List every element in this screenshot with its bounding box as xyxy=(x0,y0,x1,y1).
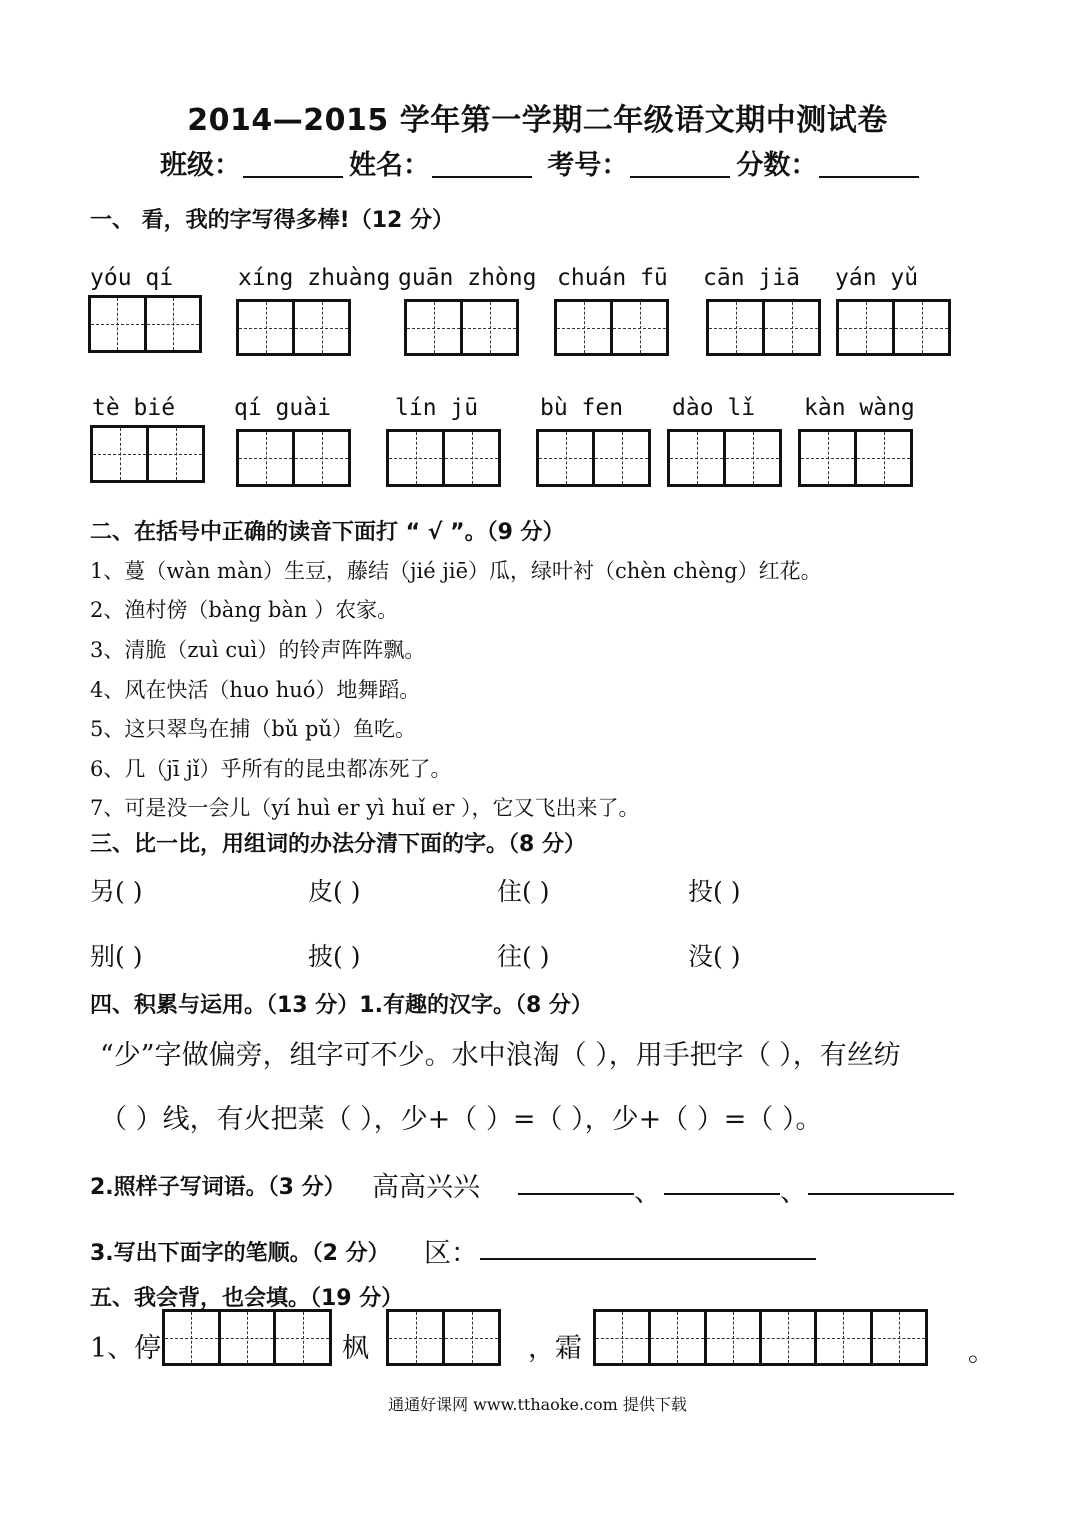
tianzige-r2-5[interactable] xyxy=(667,429,782,487)
s2-item-1: 1、蔓（wàn màn）生豆，藤结（jié jiē）瓜，绿叶衬（chèn chèng）红花。 xyxy=(90,559,822,583)
tianzige-r1-4[interactable] xyxy=(554,299,669,356)
q2-sep-2: 、 xyxy=(780,1177,807,1208)
fun-chars-line-2: （ ）线，有火把菜（ ），少+（ ）=（ ），少+（ ）=（ ）。 xyxy=(100,1104,823,1135)
pinyin-r1-2: xíng zhuàng xyxy=(238,265,391,291)
class-label: 班级： xyxy=(160,150,241,181)
name-blank[interactable] xyxy=(432,150,532,178)
s5-q1-mid: 枫 xyxy=(342,1333,369,1364)
s2-item-2: 2、渔村傍（bàng bàn ）农家。 xyxy=(90,598,399,622)
tianzige-r1-5[interactable] xyxy=(706,299,821,356)
page-title: 2014—2015 学年第一学期二年级语文期中测试卷 xyxy=(187,103,888,138)
tianzige-r1-3[interactable] xyxy=(404,299,519,356)
score-label: 分数： xyxy=(736,150,818,181)
student-info-row xyxy=(160,143,925,182)
compare-r1-3[interactable]: 住( ) xyxy=(497,877,550,906)
compare-r2-3[interactable]: 往( ) xyxy=(497,942,550,971)
section-1-heading: 一、 看，我的字写得多棒!（12 分） xyxy=(90,208,454,233)
section-3-heading: 三、比一比，用组词的办法分清下面的字。（8 分） xyxy=(90,832,586,857)
s5-q1-start: 1、停 xyxy=(90,1333,162,1364)
pinyin-r1-5: cān jiā xyxy=(703,265,800,291)
tianzige-r2-1[interactable] xyxy=(90,425,205,483)
exam-no-blank[interactable] xyxy=(630,150,730,178)
s2-item-5: 5、这只翠鸟在捕（bǔ pǔ）鱼吃。 xyxy=(90,717,416,741)
name-label: 姓名： xyxy=(349,150,430,181)
tianzige-r1-2[interactable] xyxy=(236,299,351,356)
recite-grid-2[interactable] xyxy=(386,1309,501,1366)
exam-no-label: 考号： xyxy=(547,150,629,181)
tianzige-r2-2[interactable] xyxy=(236,429,351,487)
compare-r2-1[interactable]: 别( ) xyxy=(90,942,143,971)
q3-blank[interactable] xyxy=(480,1258,816,1260)
pinyin-r1-1: yóu qí xyxy=(90,265,174,291)
class-blank[interactable] xyxy=(243,150,343,178)
s2-item-7: 7、可是没一会儿（yí huì er yì huǐ er ），它又飞出来了。 xyxy=(90,796,640,820)
section-4-heading: 四、积累与运用。（13 分）1.有趣的汉字。（8 分） xyxy=(90,993,593,1018)
pinyin-r2-4: bù fen xyxy=(540,395,624,421)
q2-blank-1[interactable] xyxy=(518,1193,634,1195)
footer: 通通好课网 www.tthaoke.com 提供下载 xyxy=(388,1395,687,1414)
pinyin-r1-4: chuán fū xyxy=(557,265,668,291)
section-2-heading: 二、在括号中正确的读音下面打 “ √ ”。（9 分） xyxy=(90,520,565,545)
compare-r1-1[interactable]: 另( ) xyxy=(90,877,143,906)
q2-blank-2[interactable] xyxy=(664,1193,780,1195)
s2-item-3: 3、清脆（zuì cuì）的铃声阵阵飘。 xyxy=(90,638,426,662)
q2-label: 2.照样子写词语。（3 分） xyxy=(90,1175,346,1200)
tianzige-r2-3[interactable] xyxy=(386,429,501,487)
pinyin-r2-1: tè bié xyxy=(92,395,176,421)
score-blank[interactable] xyxy=(819,150,919,178)
tianzige-r1-1[interactable] xyxy=(88,295,202,353)
tianzige-r1-6[interactable] xyxy=(836,299,951,356)
pinyin-r1-3: guān zhòng xyxy=(398,265,537,291)
pinyin-r1-6: yán yǔ xyxy=(835,265,919,291)
compare-r1-2[interactable]: 皮( ) xyxy=(308,877,361,906)
q2-example: 高高兴兴 xyxy=(372,1172,480,1203)
recite-grid-3[interactable] xyxy=(593,1309,928,1366)
pinyin-r2-5: dào lǐ xyxy=(672,395,756,421)
q2-blank-3[interactable] xyxy=(808,1193,954,1195)
recite-grid-1[interactable] xyxy=(162,1309,332,1366)
compare-r2-2[interactable]: 披( ) xyxy=(308,942,361,971)
compare-r1-4[interactable]: 投( ) xyxy=(688,877,741,906)
compare-r2-4[interactable]: 没( ) xyxy=(688,942,741,971)
fun-chars-line-1: “少”字做偏旁，组字可不少。水中浪淘（ ），用手把字（ ），有丝纺 xyxy=(100,1040,901,1071)
q3-label: 3.写出下面字的笔顺。（2 分） xyxy=(90,1241,390,1266)
tianzige-r2-4[interactable] xyxy=(536,429,651,487)
pinyin-r2-6: kàn wàng xyxy=(804,395,915,421)
s5-q1-end: 。 xyxy=(968,1337,995,1368)
q3-char: 区： xyxy=(424,1238,478,1269)
section-5-heading: 五、我会背，也会填。（19 分） xyxy=(90,1286,404,1311)
q2-sep-1: 、 xyxy=(634,1177,661,1208)
tianzige-r2-6[interactable] xyxy=(798,429,913,487)
s2-item-4: 4、风在快活（huo huó）地舞蹈。 xyxy=(90,678,421,702)
pinyin-r2-3: lín jū xyxy=(395,395,479,421)
s2-item-6: 6、几（jī jǐ）乎所有的昆虫都冻死了。 xyxy=(90,757,452,781)
s5-q1-comma: ，霜 xyxy=(528,1333,582,1364)
pinyin-r2-2: qí guài xyxy=(234,395,331,421)
